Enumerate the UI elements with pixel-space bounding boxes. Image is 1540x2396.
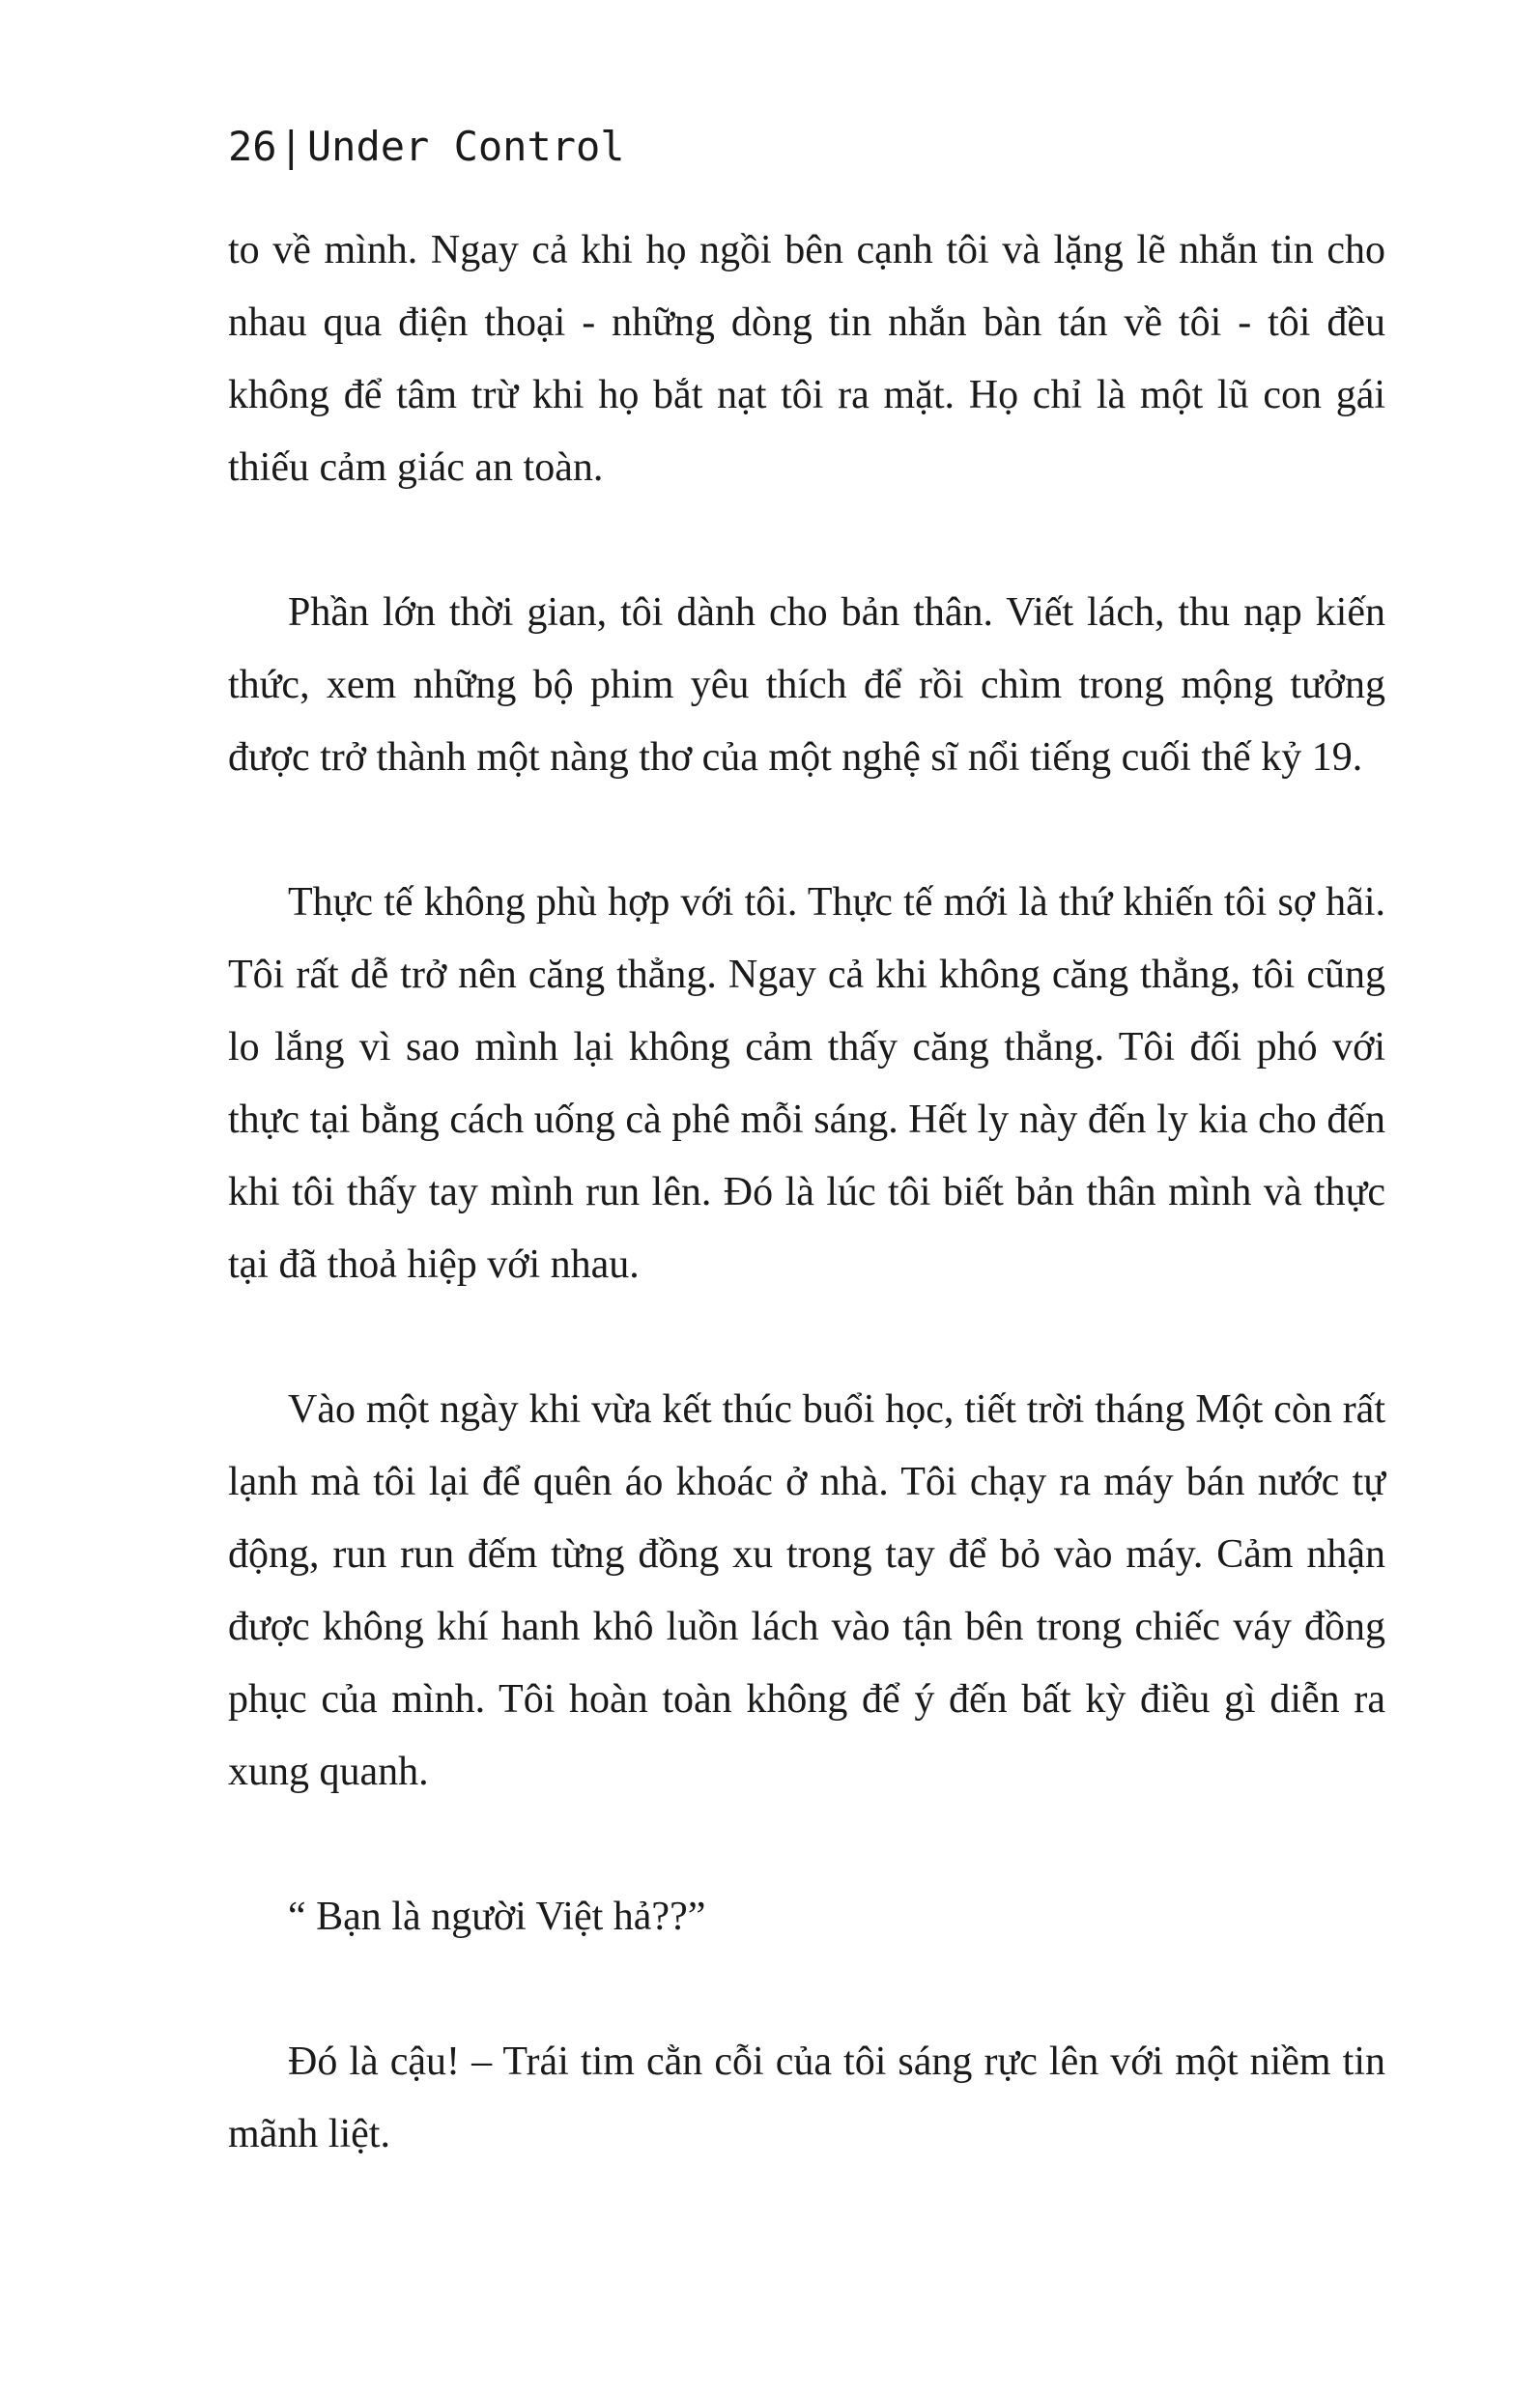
running-header [228,118,625,176]
paragraph: Phần lớn thời gian, tôi dành cho bản thân. Viết lách, thu nạp kiến thức, xem những bộ phim yêu thích để rồi chìm trong mộng tưởng được trở thành một nàng thơ của một nghệ sĩ nổi tiếng cuối thế kỷ 19. [228,590,1385,780]
paragraph: Vào một ngày khi vừa kết thúc buổi học, tiết trời tháng Một còn rất lạnh mà tôi lại để quên áo khoác ở nhà. Tôi chạy ra máy bán nước tự động, run run đếm từng đồng xu trong tay để bỏ vào máy. Cảm nhận được không khí hanh khô luồn lách vào tận bên trong chiếc váy đồng phục của mình. Tôi hoàn toàn không để ý đến bất kỳ điều gì diễn ra xung quanh. [228,1387,1385,1794]
paragraph-continued: to về mình. Ngay cả khi họ ngồi bên cạnh tôi và lặng lẽ nhắn tin cho nhau qua điện thoại - những dòng tin nhắn bàn tán về tôi - tôi đều không để tâm trừ khi họ bắt nạt tôi ra mặt. Họ chỉ là một lũ con gái thiếu cảm giác an toàn. [228,228,1385,490]
body-text [228,214,1385,2243]
book-title: Under Control [306,123,625,170]
page-number: 26 [228,123,277,170]
paragraph: Thực tế không phù hợp với tôi. Thực tế mới là thứ khiến tôi sợ hãi. Tôi rất dễ trở nên căng thẳng. Ngay cả khi không căng thẳng, tôi cũng lo lắng vì sao mình lại không cảm thấy căng thẳng. Tôi đối phó với thực tại bằng cách uống cà phê mỗi sáng. Hết ly này đến ly kia cho đến khi tôi thấy tay mình run lên. Đó là lúc tôi biết bản thân mình và thực tại đã thoả hiệp với nhau. [228,880,1385,1287]
dialogue-line: “ Bạn là người Việt hả??” [288,1895,706,1939]
header-separator: | [278,123,303,170]
paragraph: Đó là cậu! – Trái tim cằn cỗi của tôi sáng rực lên với một niềm tin mãnh liệt. [228,2039,1385,2156]
